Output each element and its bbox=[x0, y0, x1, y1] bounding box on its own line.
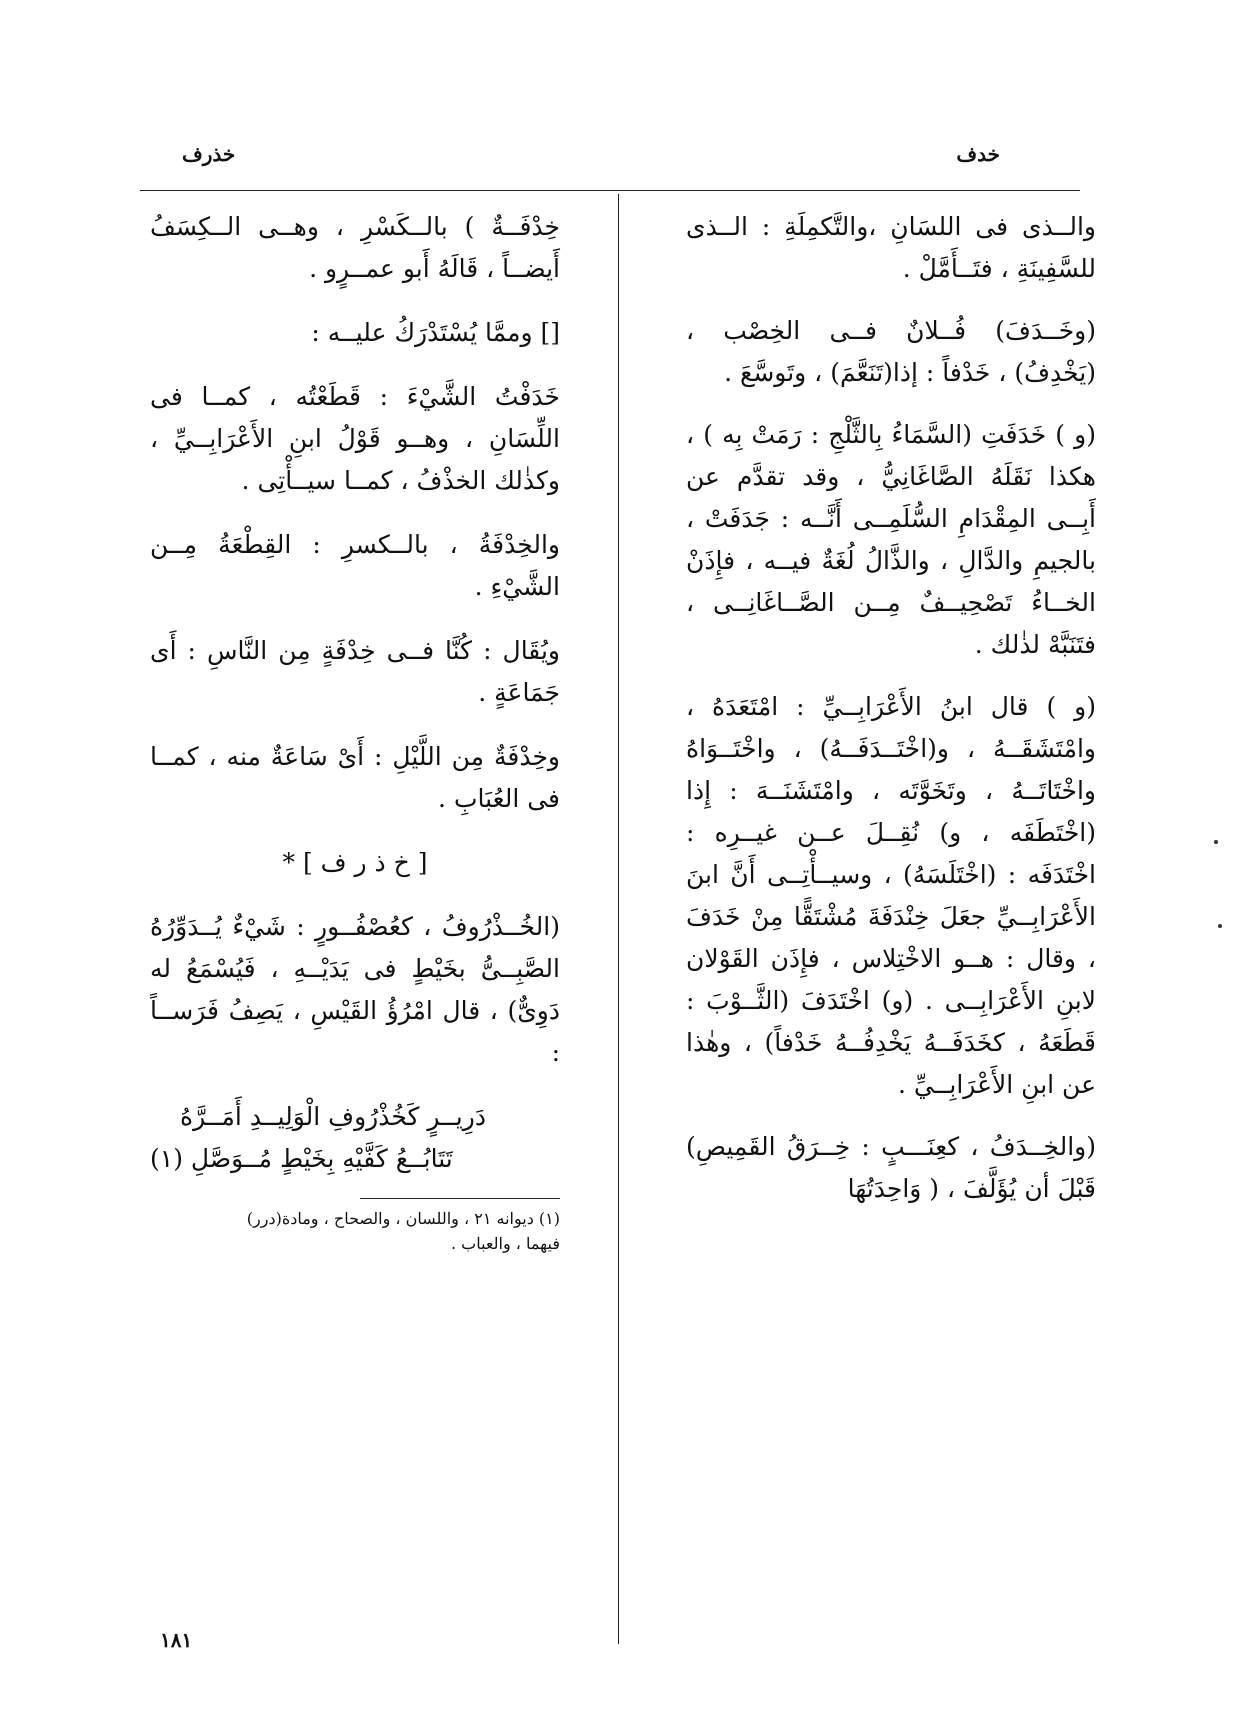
paragraph: (وخَــدَفَ) فُــلانٌ فــى الخِصْب ، (يَخْدِفُ) ، خَدْفاً : إذا(تَنَعَّمَ) ، وتَوسَّعَ . bbox=[686, 316, 1096, 387]
header-left-word: خذرف bbox=[182, 142, 236, 166]
paragraph: ويُقَال : كُنَّا فــى خِدْفَةٍ مِن النَّاسِ : أَى جَمَاعَةٍ . bbox=[150, 636, 560, 707]
poem-line: دَرِيــرٍ كَخُذْرُوفِ الْوَلِيــدِ أَمَــرَّهُ bbox=[180, 1102, 486, 1131]
paragraph: خِدْفَــةٌ ) بالــكَسْرِ ، وهــى الــكِسَفُ أَيضــاً ، قَالَهُ أَبو عمــرٍو . bbox=[150, 212, 560, 283]
footnote-line: فيهما ، والعباب . bbox=[450, 1233, 560, 1253]
paragraph: (و ) قال ابنُ الأَعْرَابِــيِّ : امْتَعَدَهُ ، وامْتَشَقَــهُ ، و(اخْتَــدَفَــهُ) ، واخْتَــوَاهُ واخْتَاتَــهُ ، وتَخَوَّتَه ، وامْتَشَنَــهَ : إِذا (اخْتَطَفَه ، و) نُقِــلَ عــن غيــرِه : اخْتَدَفَه : (اخْتَلَسَهُ) ، وسيــأْتِــى أَنَّ ابنَ الأَعْرَابِــيِّ جعَلَ خِنْدَفَةَ مُشْتَقًّا مِنْ خَدَفَ ، وقال : هــو الاخْتِلاس ، فإِذَن القَوْلان لابنِ الأَعْرَابِــى . (و) اخْتَدَفَ (الثَّــوْبَ : قَطَعَهُ ، كخَدَفَــهُ يَخْدِفُــهُ خَدْفاً) ، وهٰذا عن ابنِ الأَعْرَابِــيِّ . bbox=[686, 692, 1096, 1099]
entry-title: [ خ ذ ر ف ] * bbox=[282, 848, 428, 877]
footnote-rule bbox=[360, 1198, 560, 1199]
page-number: ١٨١ bbox=[160, 1628, 193, 1652]
paragraph: (والخِــدَفُ ، كعِنَـــبٍ : خِــرَقُ القَمِيصِ) قَبْلَ أن يُؤَلَّفَ ، ( وَاحِدَتُهَا bbox=[686, 1132, 1096, 1203]
paragraph: [] وممَّا يُسْتَدْرَكُ عليــه : bbox=[311, 318, 560, 347]
scan-speck bbox=[1214, 840, 1218, 844]
paragraph: (الخُــذْرُوفُ ، كعُصْفُــورٍ : شَيْءٌ يُــدَوِّرُهُ الصَّبِــىُّ بخَيْطٍ فى يَدَيْــهِ ، فَيُسْمَعُ له دَوِىٌّ) ، قال امْرُؤُ القَيْسِ ، يَصِفُ فَرَســاً : bbox=[150, 912, 560, 1067]
footnote-line: (١) ديوانه ٢١ ، واللسان ، والصحاح ، ومادة(درر) bbox=[246, 1209, 560, 1228]
poem bbox=[150, 1096, 560, 1180]
column-divider bbox=[618, 194, 619, 1644]
scan-speck bbox=[1218, 924, 1222, 928]
right-column bbox=[686, 206, 1096, 1230]
paragraph: (و ) خَدَفَتِ (السَّمَاءُ بِالثَّلْجِ : رَمَتْ بِه ) ، هكذا نَقَلَهُ الصَّاغَانِيُّ ، وقد تقدَّم عن أَبِــى المِقْدَامِ السُّلَمِــى أَنَّــه : جَدَفَتْ ، بالجيمِ والدَّالِ ، والذَّالُ لُغَةٌ فيــه ، فإِذَنْ الخــاءُ تَصْحِيــفٌ مِــن الصَّــاغَانِــى ، فتَنَبَّهْ لذٰلك . bbox=[686, 420, 1096, 659]
header-rule bbox=[140, 190, 1080, 191]
paragraph: والخِدْفَةُ ، بالــكسرِ : القِطْعَةُ مِــن الشَّيْءِ . bbox=[150, 530, 560, 601]
header-right-word: خدف bbox=[956, 142, 1000, 166]
paragraph: خَدَفْتُ الشَّيْءَ : قَطَعْتُه ، كمــا فى اللِّسَانِ ، وهــو قَوْلُ ابنِ الأَعْرَابِــيِّ ، وكذٰلك الخذْفُ ، كمــا سيــأْتِى . bbox=[150, 382, 560, 495]
paragraph: والــذى فى اللسَانِ ،والتَّكمِلَةِ : الــذى للسَّفِينَةِ ، فتَــأَمَّلْ . bbox=[686, 212, 1096, 283]
poem-line: تَتَابُــعُ كَفَّيْهِ بِخَيْطٍ مُــوَصَّلِ (١) bbox=[150, 1144, 453, 1173]
paragraph: وخِدْفَةٌ مِن اللَّيْلِ : أَىْ سَاعَةٌ منه ، كمــا فى العُبَابِ . bbox=[150, 742, 560, 813]
footnote bbox=[150, 1207, 560, 1257]
left-column bbox=[150, 206, 560, 1257]
